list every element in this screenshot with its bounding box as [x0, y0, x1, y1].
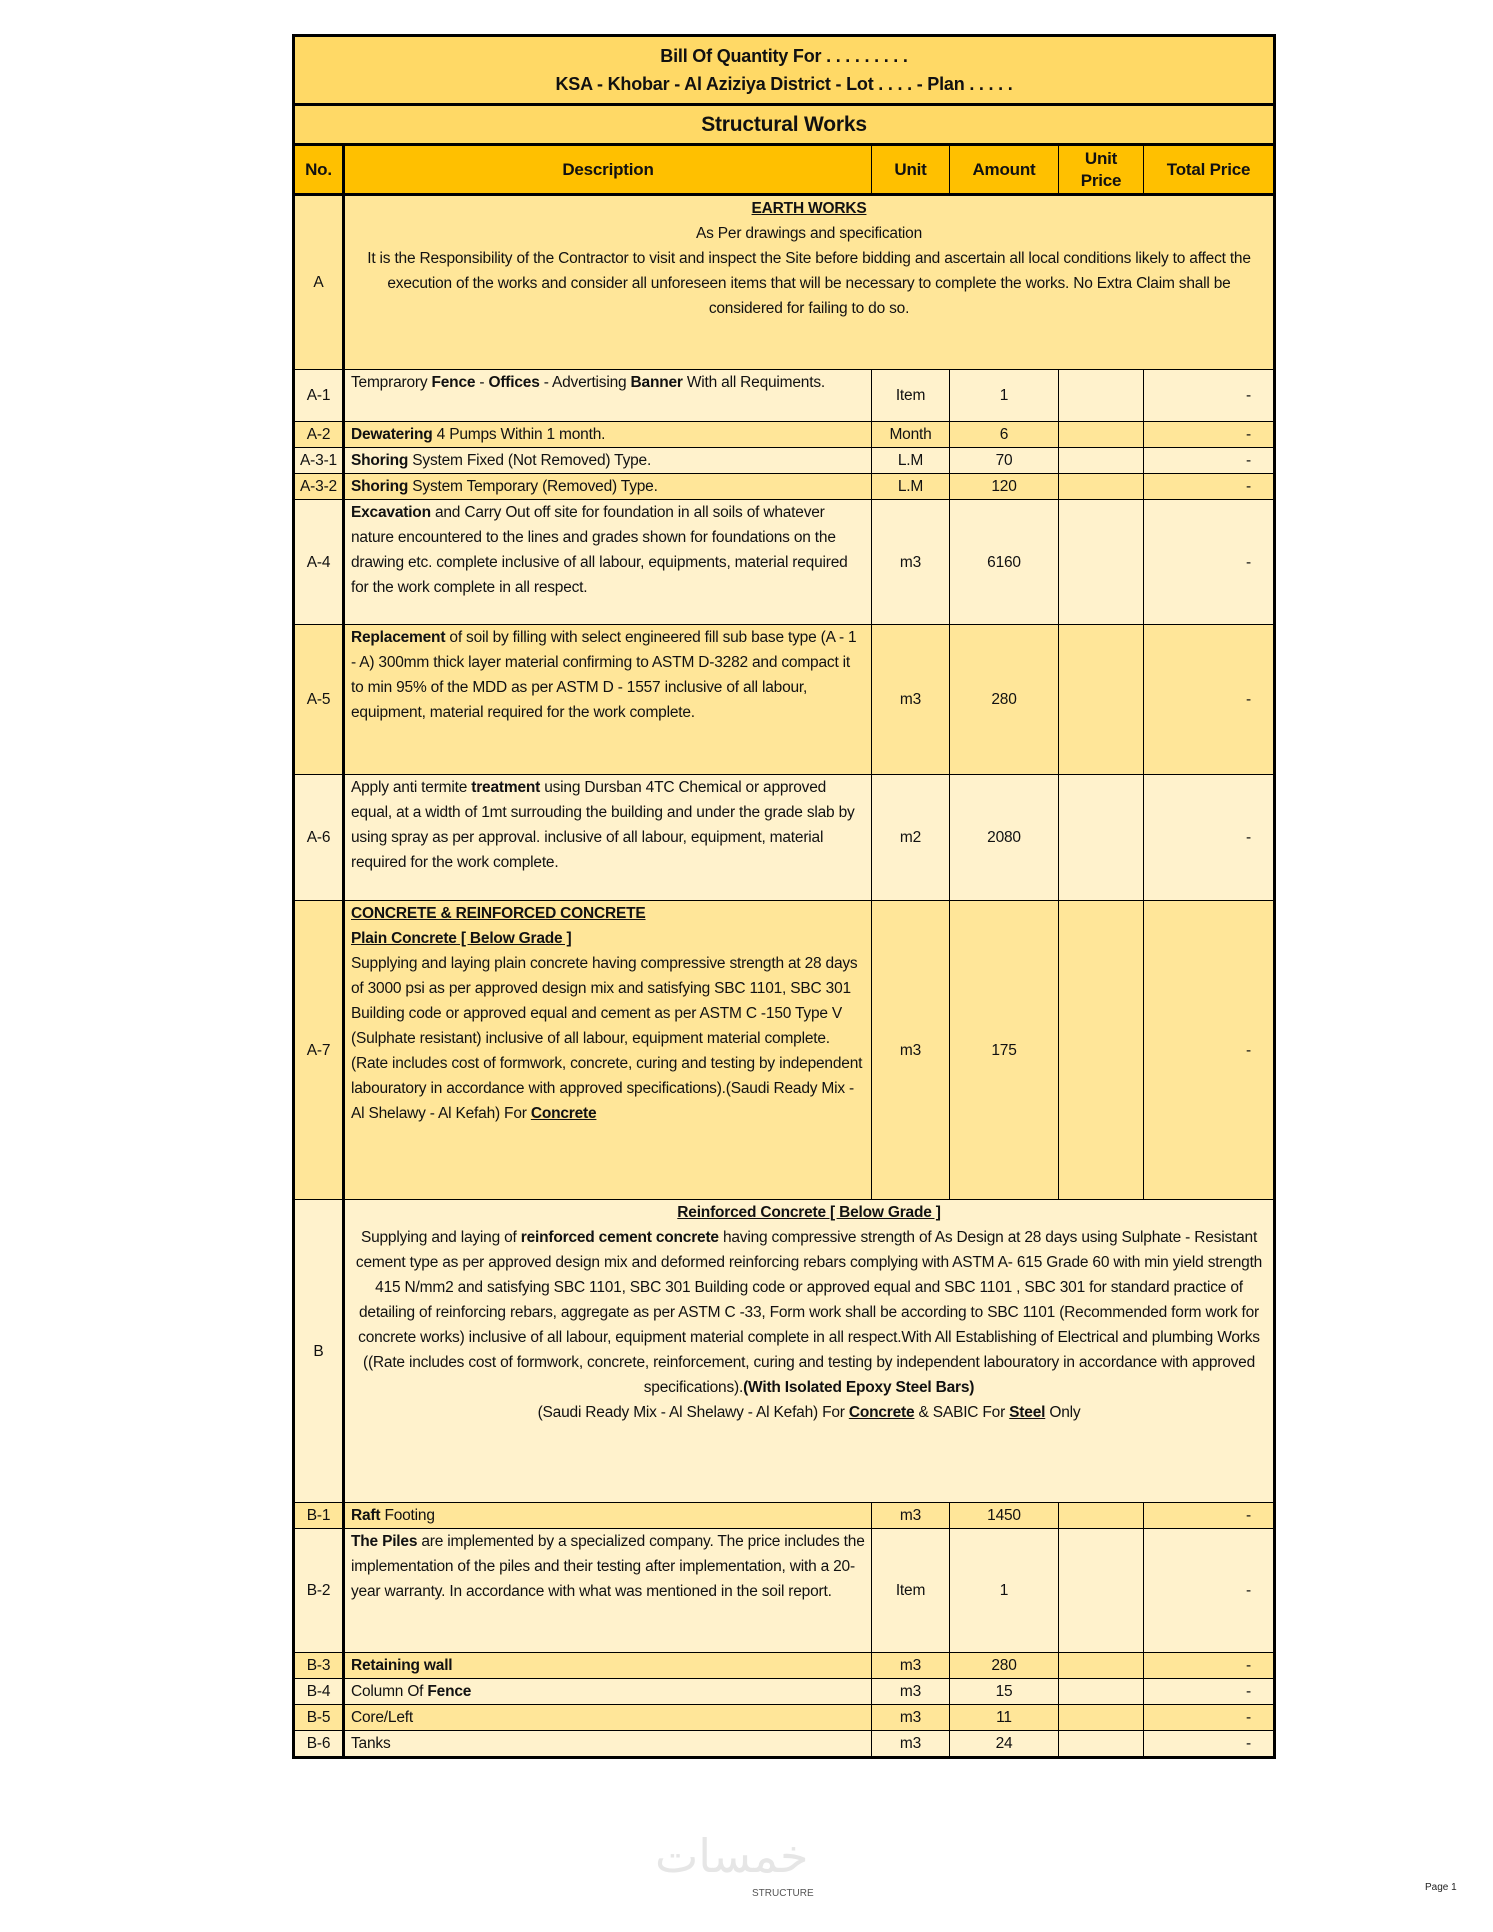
item-description: [344, 474, 872, 500]
item-number: A-5: [294, 625, 344, 775]
description-text: Dewatering: [351, 426, 433, 443]
item-unit: L.M: [872, 448, 950, 474]
item-amount: 24: [950, 1731, 1059, 1758]
col-header-no: No.: [294, 145, 344, 195]
description-line: [351, 196, 1267, 221]
item-description: [344, 422, 872, 448]
table-row: [294, 1653, 1275, 1679]
description-text: having compressive strength of As Design at 28 days using Sulphate - Resistant cement type as per approved design mix and deformed reinforcing rebars complying with ASTM A- 615 Grade 60 with min yield strength 415 N/mm2 and satisfying SBC 1101, SBC 301 Building code or approved equal and SBC 1101 , SBC 301 for standard practice of detailing of reinforcing rebars, aggregate as per ASTM C -33, Form work shall be according to SBC 1101 (Recommended form work for concrete works) inclusive of all labour, equipment material complete in all respect.With All Establishing of Electrical and plumbing Works ((Rate includes cost of formwork, concrete, reinforcement, curing and testing by independent labouratory in accordance with approved specifications).: [355, 1229, 1263, 1396]
description-text: reinforced cement concrete: [520, 1229, 719, 1246]
table-row: [294, 500, 1275, 625]
item-unit: m3: [872, 1653, 950, 1679]
description-text: Concrete: [530, 1105, 597, 1122]
col-header-description: Description: [344, 145, 872, 195]
item-number: B-4: [294, 1679, 344, 1705]
item-unit-price: [1059, 422, 1144, 448]
description-text: using Dursban 4TC Chemical or approved equal, at a width of 1mt surrouding the building and under the grade slab by using spray as per approval. inclusive of all labour, equipment, material required for the work complete.: [351, 779, 855, 871]
item-amount: 175: [950, 901, 1059, 1200]
item-description: [344, 1653, 872, 1679]
item-unit: m3: [872, 1503, 950, 1529]
document-title: [294, 36, 1275, 105]
table-row: [294, 1529, 1275, 1653]
description-text: EARTH WORKS: [751, 200, 867, 217]
col-header-amount: Amount: [950, 145, 1059, 195]
col-header-total-price: Total Price: [1144, 145, 1275, 195]
description-line: [351, 775, 865, 875]
item-unit-price: [1059, 448, 1144, 474]
item-amount: 2080: [950, 775, 1059, 901]
description-text: Core/Left: [351, 1709, 413, 1726]
item-number: A: [294, 195, 344, 370]
item-total-price: -: [1144, 474, 1275, 500]
description-text: Footing: [380, 1507, 435, 1524]
item-number: B-2: [294, 1529, 344, 1653]
col-header-unit-price: [1059, 145, 1144, 195]
item-description: [344, 1731, 872, 1758]
item-description: [344, 1679, 872, 1705]
item-description: [344, 901, 872, 1200]
table-row: [294, 474, 1275, 500]
description-line: [351, 1679, 865, 1704]
description-line: [351, 422, 865, 447]
item-amount: 1: [950, 370, 1059, 422]
item-unit-price: [1059, 1653, 1144, 1679]
item-total-price: -: [1144, 448, 1275, 474]
col-header-unit: Unit: [872, 145, 950, 195]
item-number: A-3-1: [294, 448, 344, 474]
title-line-2: KSA - Khobar - Al Aziziya District - Lot . . . . - Plan . . . . .: [555, 74, 1013, 94]
item-number: A-4: [294, 500, 344, 625]
item-unit-price: [1059, 474, 1144, 500]
description-text: Retaining wall: [351, 1657, 453, 1674]
item-unit: m3: [872, 901, 950, 1200]
item-amount: 1: [950, 1529, 1059, 1653]
description-text: With all Requiments.: [682, 374, 825, 391]
description-line: [351, 474, 865, 499]
item-amount: 280: [950, 1653, 1059, 1679]
item-description: [344, 370, 872, 422]
item-number: A-7: [294, 901, 344, 1200]
description-text: Excavation: [351, 504, 431, 521]
item-amount: 280: [950, 625, 1059, 775]
description-text: Fence: [431, 374, 476, 391]
description-line: [351, 1529, 865, 1604]
col-header-unit-price-label: Unit Price: [1080, 148, 1122, 190]
description-text: are implemented by a specialized company. The price includes the implementation of the piles and their testing after implementation, with a 20-year warranty. In accordance with what was mentioned in the soil report.: [351, 1533, 865, 1600]
table-row: [294, 422, 1275, 448]
description-text: Offices: [488, 374, 540, 391]
item-number: B: [294, 1200, 344, 1503]
description-line: [351, 246, 1267, 321]
item-description: [344, 625, 872, 775]
item-description: [344, 448, 872, 474]
item-unit-price: [1059, 500, 1144, 625]
description-line: [351, 1705, 865, 1730]
table-row: [294, 1731, 1275, 1758]
section-title: Structural Works: [294, 105, 1275, 145]
item-number: A-2: [294, 422, 344, 448]
item-total-price: -: [1144, 775, 1275, 901]
description-text: Column Of: [351, 1683, 428, 1700]
description-text: The Piles: [351, 1533, 418, 1550]
watermark-logo: خمسات: [655, 1829, 809, 1883]
table-row: [294, 775, 1275, 901]
item-total-price: -: [1144, 1705, 1275, 1731]
description-text: 4 Pumps Within 1 month.: [432, 426, 606, 443]
table-row: [294, 370, 1275, 422]
item-total-price: -: [1144, 1679, 1275, 1705]
description-line: [351, 926, 865, 951]
description-line: [351, 500, 865, 600]
description-text: Temprarory: [351, 374, 432, 391]
item-unit-price: [1059, 1705, 1144, 1731]
item-unit-price: [1059, 370, 1144, 422]
item-number: B-3: [294, 1653, 344, 1679]
table-row: [294, 1200, 1275, 1503]
item-number: B-5: [294, 1705, 344, 1731]
description-text: Fence: [427, 1683, 472, 1700]
description-text: Plain Concrete [ Below Grade ]: [351, 930, 572, 947]
item-amount: 15: [950, 1679, 1059, 1705]
item-unit: Month: [872, 422, 950, 448]
item-total-price: -: [1144, 625, 1275, 775]
item-total-price: -: [1144, 370, 1275, 422]
document-title-row: [294, 36, 1275, 105]
description-text: Reinforced Concrete [ Below Grade ]: [677, 1204, 941, 1221]
description-text: Steel: [1009, 1404, 1046, 1421]
item-description: [344, 775, 872, 901]
item-amount: 11: [950, 1705, 1059, 1731]
description-text: System Fixed (Not Removed) Type.: [408, 452, 652, 469]
description-line: [351, 1400, 1267, 1425]
item-total-price: -: [1144, 500, 1275, 625]
table-row: [294, 1705, 1275, 1731]
item-amount: 6: [950, 422, 1059, 448]
item-unit: m3: [872, 1679, 950, 1705]
description-line: [351, 1200, 1267, 1225]
item-number: A-3-2: [294, 474, 344, 500]
boq-table: [292, 34, 1276, 1759]
title-line-1: Bill Of Quantity For . . . . . . . . .: [660, 46, 908, 66]
description-text: & SABIC For: [914, 1404, 1010, 1421]
description-text: - Advertising: [539, 374, 631, 391]
table-row: [294, 625, 1275, 775]
item-amount: 1450: [950, 1503, 1059, 1529]
description-line: [351, 951, 865, 1126]
item-unit: m3: [872, 1731, 950, 1758]
item-total-price: -: [1144, 1653, 1275, 1679]
description-line: [351, 370, 865, 395]
item-description: [344, 1503, 872, 1529]
item-total-price: -: [1144, 1529, 1275, 1653]
section-title-row: [294, 105, 1275, 145]
item-description: [344, 1705, 872, 1731]
item-total-price: -: [1144, 1731, 1275, 1758]
item-unit-price: [1059, 1529, 1144, 1653]
item-number: B-6: [294, 1731, 344, 1758]
description-text: Supplying and laying plain concrete having compressive strength at 28 days of 3000 psi as per approved design mix and satisfying SBC 1101, SBC 301 Building code or approved equal and cement as per ASTM C -150 Type V (Sulphate resistant) inclusive of all labour, equipment material complete. (Rate includes cost of formwork, concrete, curing and testing by independent labouratory in accordance with approved specifications).(Saudi Ready Mix - Al Shelawy - Al Kefah) For: [351, 955, 863, 1122]
item-amount: 6160: [950, 500, 1059, 625]
description-text: Shoring: [351, 452, 409, 469]
item-total-price: -: [1144, 422, 1275, 448]
watermark-sub-label: STRUCTURE: [752, 1888, 814, 1899]
item-unit: L.M: [872, 474, 950, 500]
description-text: Concrete: [848, 1404, 915, 1421]
item-unit: Item: [872, 370, 950, 422]
item-number: B-1: [294, 1503, 344, 1529]
description-text: (With Isolated Epoxy Steel Bars): [743, 1379, 975, 1396]
description-line: [351, 1225, 1267, 1400]
item-unit-price: [1059, 775, 1144, 901]
description-text: -: [475, 374, 489, 391]
item-unit: m3: [872, 1705, 950, 1731]
item-unit: Item: [872, 1529, 950, 1653]
item-unit-price: [1059, 1503, 1144, 1529]
table-row: [294, 1503, 1275, 1529]
description-text: Tanks: [351, 1735, 391, 1752]
item-unit-price: [1059, 1731, 1144, 1758]
item-number: A-1: [294, 370, 344, 422]
item-description: [344, 195, 1275, 370]
table-row: [294, 1679, 1275, 1705]
description-text: and Carry Out off site for foundation in all soils of whatever nature encountered to the lines and grades shown for foundations on the drawing etc. complete inclusive of all labour, equipments, material required for the work complete in all respect.: [351, 504, 848, 596]
table-row: [294, 448, 1275, 474]
column-header-row: [294, 145, 1275, 195]
item-description: [344, 1529, 872, 1653]
description-text: Banner: [630, 374, 683, 391]
description-text: As Per drawings and specification: [695, 225, 923, 242]
item-unit-price: [1059, 901, 1144, 1200]
description-text: Replacement: [351, 629, 446, 646]
description-line: [351, 625, 865, 725]
description-text: Only: [1045, 1404, 1081, 1421]
item-unit: m3: [872, 500, 950, 625]
item-unit-price: [1059, 1679, 1144, 1705]
item-total-price: -: [1144, 1503, 1275, 1529]
table-row: [294, 901, 1275, 1200]
description-text: CONCRETE & REINFORCED CONCRETE: [351, 905, 646, 922]
description-text: Raft: [351, 1507, 381, 1524]
page-number: Page 1: [1425, 1882, 1457, 1893]
description-line: [351, 1731, 865, 1756]
description-text: System Temporary (Removed) Type.: [408, 478, 658, 495]
description-line: [351, 448, 865, 473]
description-line: [351, 1653, 865, 1678]
item-description: [344, 500, 872, 625]
description-text: It is the Responsibility of the Contractor to visit and inspect the Site before bidding and ascertain all local conditions likely to affect the execution of the works and consider all unforeseen items that will be necessary to complete the works. No Extra Claim shall be considered for failing to do so.: [367, 250, 1251, 317]
item-total-price: -: [1144, 901, 1275, 1200]
description-text: Apply anti termite: [351, 779, 472, 796]
description-text: Shoring: [351, 478, 409, 495]
description-line: [351, 901, 865, 926]
table-row: [294, 195, 1275, 370]
description-line: [351, 1503, 865, 1528]
description-text: (Saudi Ready Mix - Al Shelawy - Al Kefah) For: [537, 1404, 849, 1421]
item-unit: m3: [872, 625, 950, 775]
item-unit: m2: [872, 775, 950, 901]
item-description: [344, 1200, 1275, 1503]
item-unit-price: [1059, 625, 1144, 775]
description-text: treatment: [471, 779, 541, 796]
description-text: Supplying and laying of: [360, 1229, 521, 1246]
description-text: of soil by filling with select engineered fill sub base type (A - 1 - A) 300mm thick layer material confirming to ASTM D-3282 and compact it to min 95% of the MDD as per ASTM D - 1557 inclusive of all labour, equipment, material required for the work complete.: [351, 629, 857, 721]
item-number: A-6: [294, 775, 344, 901]
item-amount: 120: [950, 474, 1059, 500]
description-line: [351, 221, 1267, 246]
item-amount: 70: [950, 448, 1059, 474]
